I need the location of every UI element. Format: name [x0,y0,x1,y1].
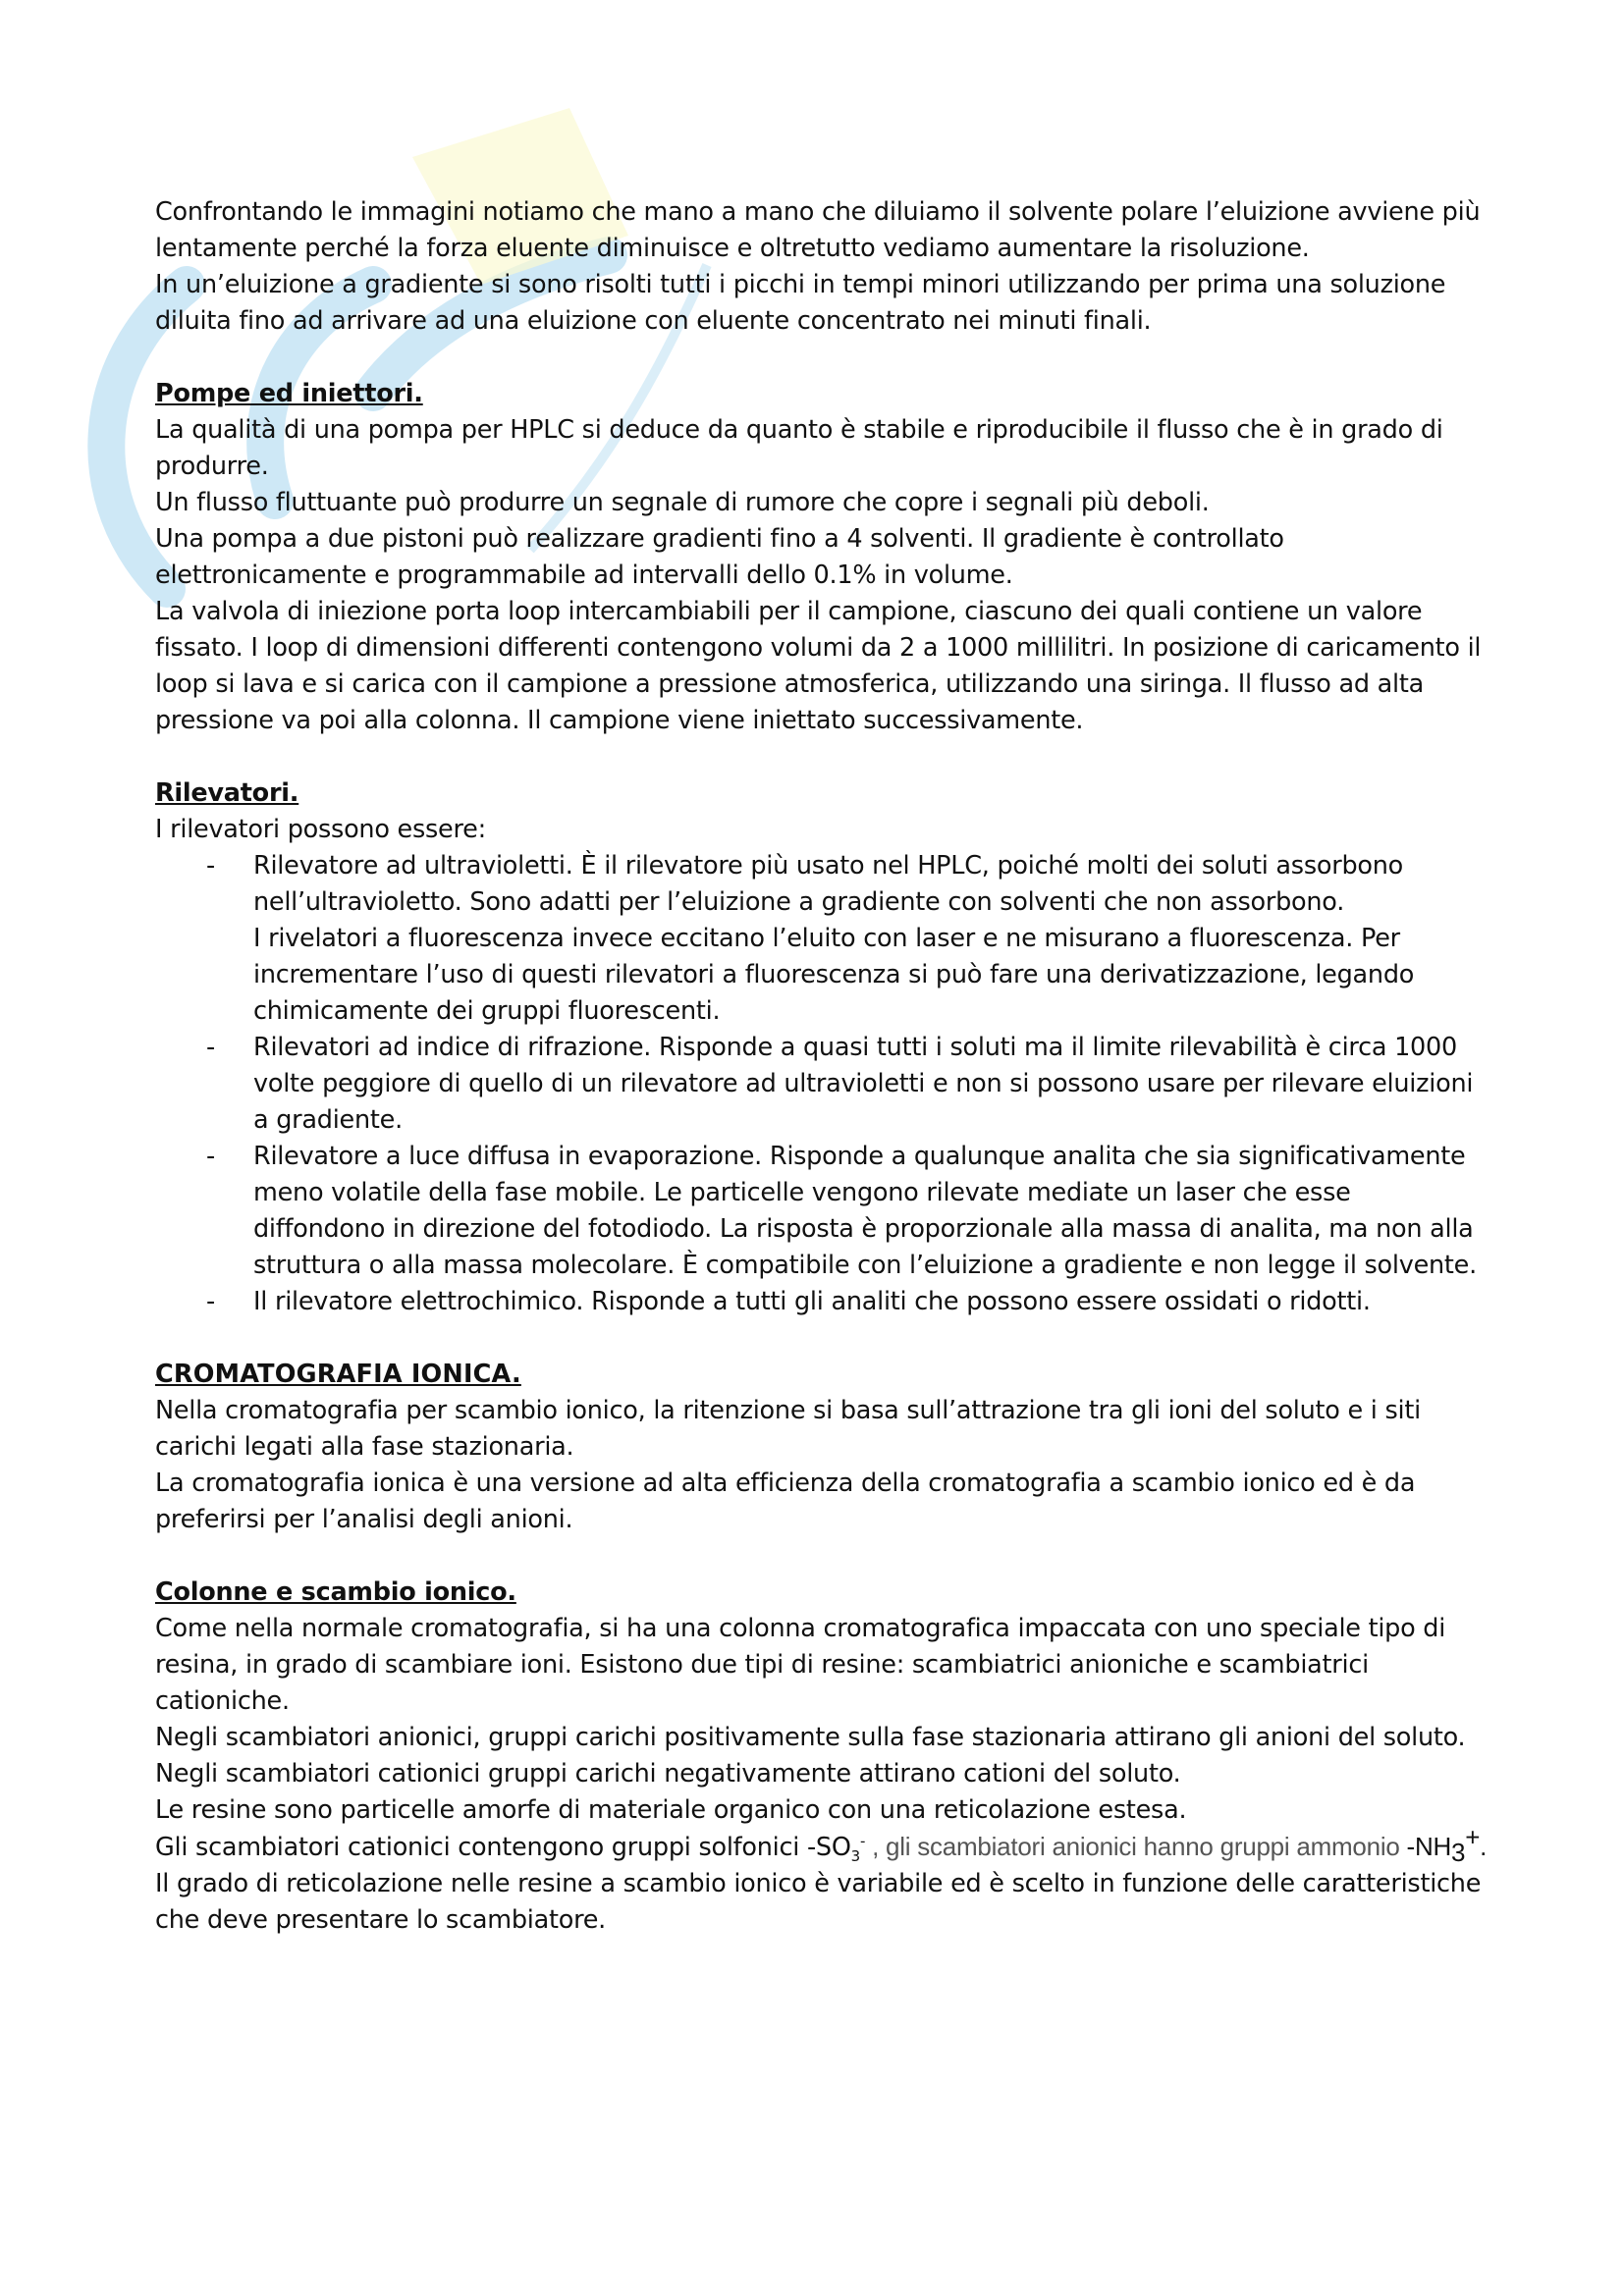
paragraph-colonne-3: Le resine sono particelle amorfe di materiale organico con una reticolazione estesa. [155,1795,1187,1825]
heading-pompe: Pompe ed iniettori. [155,379,423,408]
paragraph-pompe-3: Una pompa a due pistoni può realizzare gradienti fino a 4 solventi. Il gradiente è controllato elettronicamente e programmabile ad intervalli dello 0.1% in volume. [155,524,1284,590]
spacer [155,340,1489,376]
rilevatori-list [155,848,1489,1320]
document-page [155,194,1489,1939]
list-item-text: Rilevatore a luce diffusa in evaporazione. Risponde a qualunque analita che sia significativamente meno volatile della fase mobile. Le particelle vengono rilevate mediate un laser che esse diffondono in direzione del fotodiodo. La risposta è proporzionale alla massa di analita, ma non alla struttura o alla massa molecolare. È compatibile con l’eluizione a gradiente e non legge il solvente. [253,1142,1477,1280]
formula-so3-charge: - [859,1832,866,1850]
dash-bullet: - [206,851,215,881]
paragraph-colonne-1: Come nella normale cromatografia, si ha una colonna cromatografica impaccata con uno speciale tipo di resina, in grado di scambiare ioni. Esistono due tipi di resine: scambiatrici anioniche e scambiatrici cationiche. [155,1614,1446,1716]
formula-nh3-subscript: 3 [1451,1838,1466,1868]
heading-cromatografia: CROMATOGRAFIA IONICA. [155,1360,521,1389]
rilevatori-intro: I rilevatori possono essere: [155,815,486,844]
list-item-text: Rilevatori ad indice di rifrazione. Risponde a quasi tutti i soluti ma il limite rilevabilità è circa 1000 volte peggiore di quello di un rilevatore ad ultravioletti e non si possono usare per rilevare eluizioni a gradiente. [253,1033,1474,1135]
paragraph-intro-1: Confrontando le immagini notiamo che mano a mano che diluiamo il solvente polare l’eluizione avviene più lentamente perché la forza eluente diminuisce e oltretutto vediamo aumentare la risoluzione. [155,197,1481,263]
paragraph-pompe-1: La qualità di una pompa per HPLC si deduce da quanto è stabile e riproducibile il flusso che è in grado di produrre. [155,415,1443,481]
dash-bullet: - [206,1142,215,1171]
formula-prefix: Gli scambiatori cationici contengono gruppi solfonici -SO [155,1833,851,1862]
dash-bullet: - [206,1033,215,1062]
paragraph-cromatografia-2: La cromatografia ionica è una versione ad alta efficienza della cromatografia a scambio ionico ed è da preferirsi per l’analisi degli anioni. [155,1468,1416,1534]
formula-so3-subscript: 3 [850,1847,860,1866]
heading-colonne: Colonne e scambio ionico. [155,1577,516,1607]
formula-nh3: -NH [1406,1832,1451,1861]
paragraph-colonne-final: Il grado di reticolazione nelle resine a scambio ionico è variabile ed è scelto in funzione delle caratteristiche che deve presentare lo scambiatore. [155,1869,1482,1935]
list-item-text: Rilevatore ad ultravioletti. È il rilevatore più usato nel HPLC, poiché molti dei soluti assorbono nell’ultravioletto. Sono adatti per l’eluizione a gradiente con solventi che non assorbono. [253,851,1404,917]
heading-rilevatori: Rilevatori. [155,778,299,808]
list-item [155,1030,1489,1139]
paragraph-intro-2: In un’eluizione a gradiente si sono risolti tutti i picchi in tempi minori utilizzando per prima una soluzione diluita fino ad arrivare ad una eluizione con eluente concentrato nei minuti finali. [155,270,1446,336]
spacer [155,1538,1489,1575]
paragraph-colonne-2: Negli scambiatori anionici, gruppi carichi positivamente sulla fase stazionaria attirano gli anioni del soluto. Negli scambiatori cationici gruppi carichi negativamente attirano cationi del soluto. [155,1723,1466,1789]
paragraph-formula [155,1822,1489,1868]
paragraph-pompe-4: La valvola di iniezione porta loop intercambiabili per il campione, ciascuno dei quali contiene un valore fissato. I loop di dimensioni differenti contengono volumi da 2 a 1000 millilitri. In posizione di caricamento il loop si lava e si carica con il campione a pressione atmosferica, utilizzando una siringa. Il flusso ad alta pressione va poi alla colonna. Il campione viene iniettato successivamente. [155,597,1482,735]
spacer [155,739,1489,775]
spacer [155,1320,1489,1357]
list-item [155,1139,1489,1284]
formula-middle: , gli scambiatori anionici hanno gruppi ammonio [865,1832,1407,1861]
dash-bullet: - [206,1287,215,1316]
list-item [155,1284,1489,1320]
list-item-extra: I rivelatori a fluorescenza invece eccitano l’eluito con laser e ne misurano a fluorescenza. Per incrementare l’uso di questi rilevatori a fluorescenza si può fare una derivatizzazione, legando chimicamente dei gruppi fluorescenti. [253,924,1415,1026]
paragraph-cromatografia-1: Nella cromatografia per scambio ionico, la ritenzione si basa sull’attrazione tra gli ioni del soluto e i siti carichi legati alla fase stazionaria. [155,1396,1421,1462]
list-item-text: Il rilevatore elettrochimico. Risponde a tutti gli analiti che possono essere ossidati o ridotti. [253,1287,1371,1316]
list-item [155,848,1489,1030]
formula-end: . [1480,1832,1488,1861]
paragraph-pompe-2: Un flusso fluttuante può produrre un segnale di rumore che copre i segnali più deboli. [155,488,1210,517]
formula-nh3-charge: + [1465,1822,1481,1852]
